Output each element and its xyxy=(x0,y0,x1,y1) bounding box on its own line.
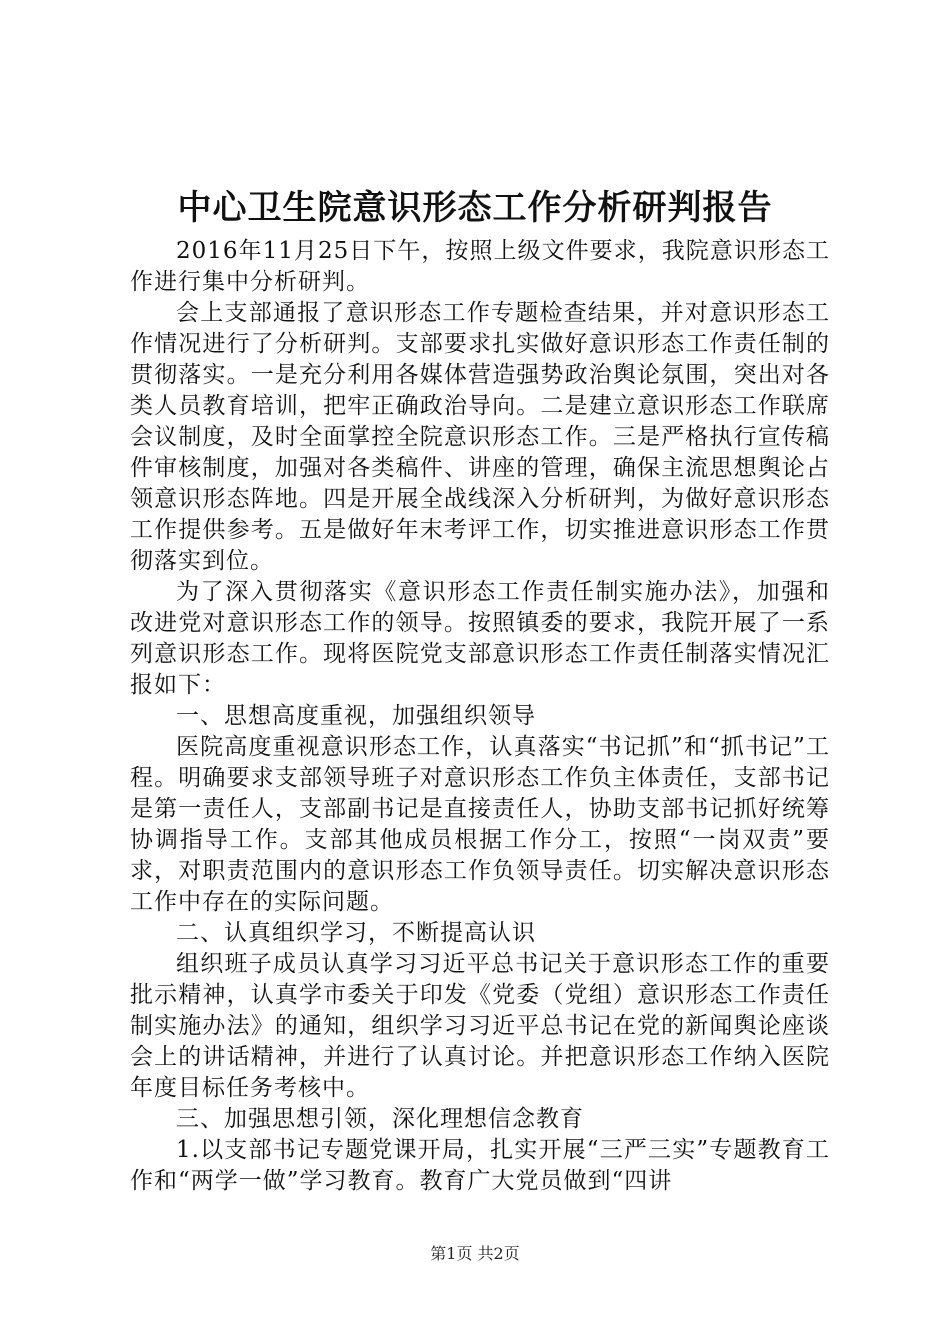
page-number-footer: 第1页 共2页 xyxy=(430,1244,520,1263)
paragraph-purpose: 为了深入贯彻落实《意识形态工作责任制实施办法》，加强和改进党对意识形态工作的领导。按照镇委的要求，我院开展了一系列意识形态工作。现将医院党支部意识形态工作责任制落实情况汇报如下： xyxy=(130,579,830,698)
paragraph-intro: 2016年11月25日下午，按照上级文件要求，我院意识形态工作进行集中分析研判。 xyxy=(130,238,830,295)
section-heading-3: 三、加强思想引领，深化理想信念教育 xyxy=(176,1106,584,1132)
paragraph-section-1: 医院高度重视意识形态工作，认真落实“书记抓”和“抓书记”工程。明确要求支部领导班子对意识形态工作负主体责任，支部书记是第一责任人，支部副书记是直接责任人，协助支部书记抓好统筹协调指导工作。支部其他成员根据工作分工，按照“一岗双责”要求，对职责范围内的意识形态工作负领导责任。切实解决意识形态工作中存在的实际问题。 xyxy=(130,734,830,915)
section-heading-2: 二、认真组织学习，不断提高认识 xyxy=(176,920,536,946)
paragraph-section-3-item-1: 1.以支部书记专题党课开局，扎实开展“三严三实”专题教育工作和“两学一做”学习教育。教育广大党员做到“四讲 xyxy=(130,1137,830,1194)
document-title: 中心卫生院意识形态工作分析研判报告 xyxy=(177,188,773,228)
paragraph-meeting: 会上支部通报了意识形态工作专题检查结果，并对意识形态工作情况进行了分析研判。支部要求扎实做好意识形态工作责任制的贯彻落实。一是充分利用各媒体营造强势政治舆论氛围，突出对各类人员教育培训，把牢正确政治导向。二是建立意识形态工作联席会议制度，及时全面掌控全院意识形态工作。三是严格执行宣传稿件审核制度，加强对各类稿件、讲座的管理，确保主流思想舆论占领意识形态阵地。四是开展全战线深入分析研判，为做好意识形态工作提供参考。五是做好年末考评工作，切实推进意识形态工作贯彻落实到位。 xyxy=(130,300,830,574)
section-heading-1: 一、思想高度重视，加强组织领导 xyxy=(176,703,536,729)
paragraph-section-2: 组织班子成员认真学习习近平总书记关于意识形态工作的重要批示精神，认真学市委关于印发《党委（党组）意识形态工作责任制实施办法》的通知，组织学习习近平总书记在党的新闻舆论座谈会上的讲话精神，并进行了认真讨论。并把意识形态工作纳入医院年度目标任务考核中。 xyxy=(130,951,830,1101)
document-body xyxy=(130,236,830,1197)
